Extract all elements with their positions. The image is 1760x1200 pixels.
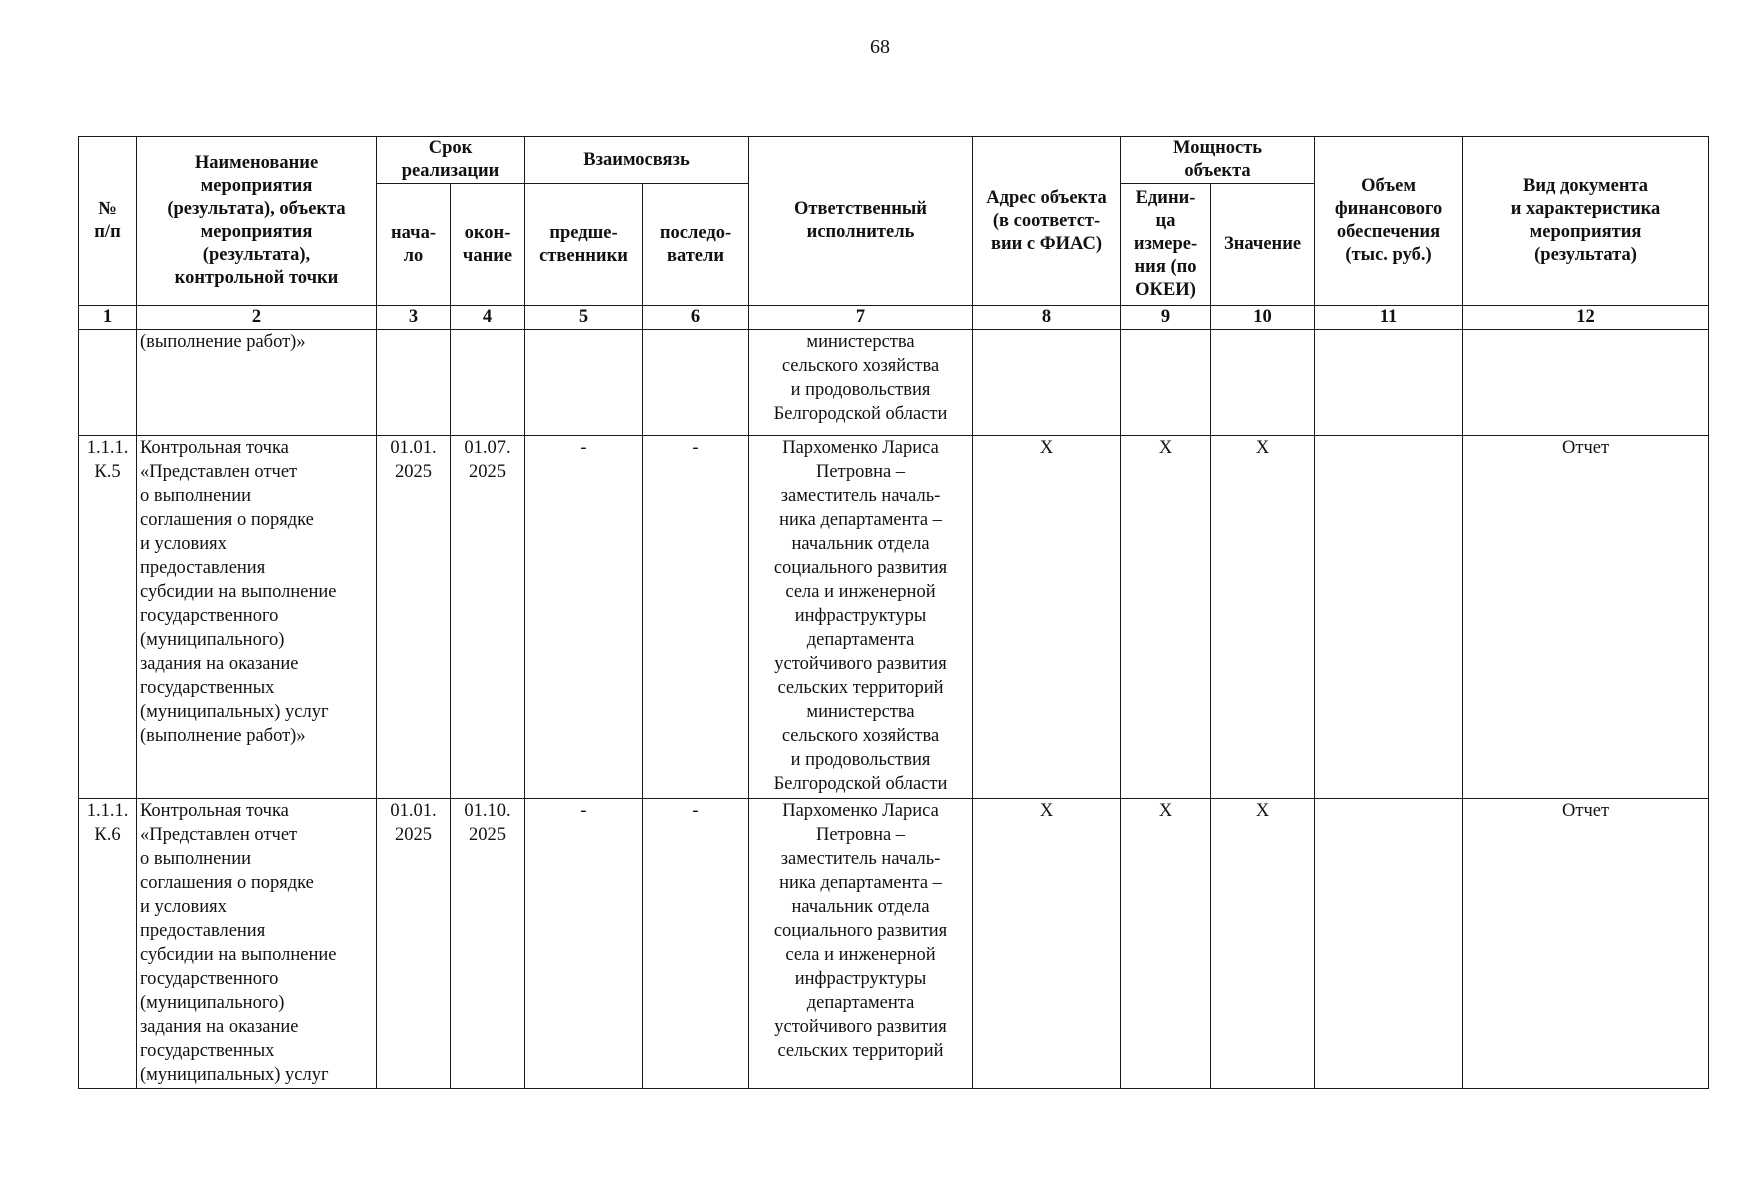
row-address: [973, 330, 1121, 436]
row-end: 01.10. 2025: [451, 799, 525, 1089]
row-value: X: [1211, 799, 1315, 1089]
row-unit: [1121, 330, 1211, 436]
row-num: [79, 330, 137, 436]
row-finance: [1315, 330, 1463, 436]
column-number: 8: [973, 306, 1121, 330]
event-plan-table: [78, 136, 1709, 1089]
column-number: 3: [377, 306, 451, 330]
row-address: X: [973, 799, 1121, 1089]
column-number: 1: [79, 306, 137, 330]
header-capacity: Мощность объекта: [1121, 137, 1315, 184]
row-start: [377, 330, 451, 436]
header-term-end: окон- чание: [451, 184, 525, 306]
row-unit: X: [1121, 436, 1211, 799]
row-responsible: Пархоменко Лариса Петровна – заместитель началь- ника департамента – начальник отдела социального развития села и инженерной инфраструктуры департамента устойчивого развития сельских территорий министерства сельского хозяйства и продовольствия Белгородской области: [749, 436, 973, 799]
row-responsible: министерства сельского хозяйства и продовольствия Белгородской области: [749, 330, 973, 436]
row-name: Контрольная точка «Представлен отчет о выполнении соглашения о порядке и условиях предоставления субсидии на выполнение государственного (муниципального) задания на оказание государственных (муниципальных) услуг: [137, 799, 377, 1089]
header-finance: Объем финансового обеспечения (тыс. руб.): [1315, 137, 1463, 306]
header-doc: Вид документа и характеристика мероприятия (результата): [1463, 137, 1709, 306]
row-finance: [1315, 799, 1463, 1089]
row-address: X: [973, 436, 1121, 799]
row-doc: Отчет: [1463, 799, 1709, 1089]
row-num: 1.1.1. К.5: [79, 436, 137, 799]
header-responsible: Ответственный исполнитель: [749, 137, 973, 306]
column-number: 4: [451, 306, 525, 330]
row-name: Контрольная точка «Представлен отчет о выполнении соглашения о порядке и условиях предоставления субсидии на выполнение государственного (муниципального) задания на оказание государственных (муниципальных) услуг (выполнение работ)»: [137, 436, 377, 799]
row-next: [643, 330, 749, 436]
header-link-prev: предше- ственники: [525, 184, 643, 306]
column-number: 7: [749, 306, 973, 330]
header-name: Наименование мероприятия (результата), объекта мероприятия (результата), контрольной точки: [137, 137, 377, 306]
row-next: -: [643, 436, 749, 799]
row-prev: [525, 330, 643, 436]
header-address: Адрес объекта (в соответст- вии с ФИАС): [973, 137, 1121, 306]
header-link-next: последо- ватели: [643, 184, 749, 306]
header-unit: Едини- ца измере- ния (по ОКЕИ): [1121, 184, 1211, 306]
table-row: [79, 436, 1709, 799]
column-number: 6: [643, 306, 749, 330]
header-term-start: нача- ло: [377, 184, 451, 306]
row-start: 01.01. 2025: [377, 436, 451, 799]
column-number: 11: [1315, 306, 1463, 330]
row-value: X: [1211, 436, 1315, 799]
row-num: 1.1.1. К.6: [79, 799, 137, 1089]
page-number: 68: [870, 36, 890, 58]
header-num: № п/п: [79, 137, 137, 306]
row-doc: [1463, 330, 1709, 436]
header-link: Взаимосвязь: [525, 137, 749, 184]
row-prev: -: [525, 436, 643, 799]
row-prev: -: [525, 799, 643, 1089]
table-row: [79, 799, 1709, 1089]
column-number: 10: [1211, 306, 1315, 330]
column-number: 2: [137, 306, 377, 330]
row-end: [451, 330, 525, 436]
table-row: [79, 330, 1709, 436]
row-start: 01.01. 2025: [377, 799, 451, 1089]
column-number: 12: [1463, 306, 1709, 330]
row-value: [1211, 330, 1315, 436]
row-unit: X: [1121, 799, 1211, 1089]
row-next: -: [643, 799, 749, 1089]
row-finance: [1315, 436, 1463, 799]
row-end: 01.07. 2025: [451, 436, 525, 799]
row-name: (выполнение работ)»: [137, 330, 377, 436]
header-term: Срок реализации: [377, 137, 525, 184]
header-value: Значение: [1211, 184, 1315, 306]
column-number: 5: [525, 306, 643, 330]
column-number: 9: [1121, 306, 1211, 330]
row-doc: Отчет: [1463, 436, 1709, 799]
row-responsible: Пархоменко Лариса Петровна – заместитель началь- ника департамента – начальник отдела социального развития села и инженерной инфраструктуры департамента устойчивого развития сельских территорий: [749, 799, 973, 1089]
